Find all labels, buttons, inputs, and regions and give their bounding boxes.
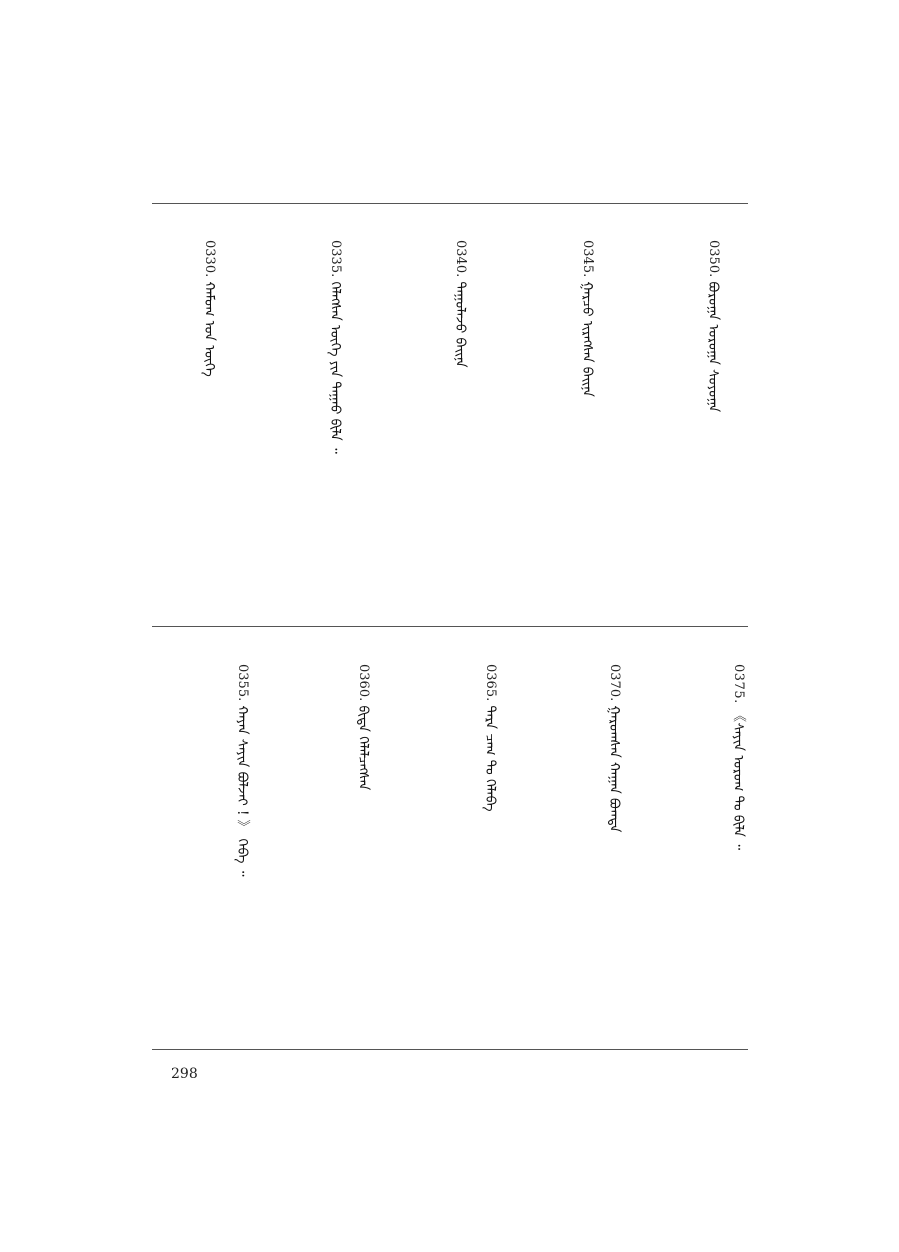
- verse-column: [324, 240, 346, 454]
- line-number: 0355.: [235, 664, 250, 702]
- verse-column: [727, 664, 749, 850]
- verse-text: ᠭᠠᠷᠴᠤ ᠢᠷᠡᠭᠰᠡᠨ ᠪᠠᠢ᠌ᠨᠠ: [579, 281, 595, 397]
- verse-column: [449, 240, 471, 368]
- verse-text: 《ᠰᠠᠶᠢᠨ ᠤᠷᠤᠭ ᠲᠤ ᠪᠢᠯᠡ ᠃: [730, 708, 746, 851]
- verse-column: [479, 664, 501, 812]
- verse-text: ᠬᠠᠶᠠᠨ ᠰᠠᠶᠢᠨ ᠪᠤᠯᠵᠠᠢ ! 》 ᠭᠡᠪᠡ ᠃: [234, 705, 250, 877]
- middle-rule: [152, 626, 748, 627]
- verse-column: [352, 664, 374, 790]
- verse-text: ᠬᠠᠮᠤᠭ ᠤᠨ ᠦᠭᠡ: [201, 281, 217, 377]
- verse-column: [231, 664, 253, 877]
- verse-text: ᠭᠠᠷᠤᠭᠰᠠᠨ ᠬᠠᠭᠠᠨ ᠪᠣᠭᠳᠠ: [606, 705, 622, 833]
- line-number: 0350.: [706, 240, 721, 278]
- line-number: 0365.: [483, 664, 498, 702]
- bottom-rule: [152, 1049, 748, 1050]
- line-number: 0335.: [328, 240, 343, 278]
- verse-text: ᠪᠢᠳᠡ ᠬᠡᠯᠡᠯᠴᠡᠭᠰᠡᠨ: [355, 705, 371, 791]
- line-number: 0375.: [731, 664, 746, 704]
- verse-column: [603, 664, 625, 832]
- verse-text: ᠬᠡᠯᠡᠭᠰᠡᠨ ᠦᠭᠡ ᠶᠢᠨ ᠳᠠᠭᠠᠤ ᠪᠢᠯᠡ ᠃: [327, 281, 343, 454]
- page-number: 298: [171, 1066, 198, 1082]
- line-number: 0345.: [580, 240, 595, 278]
- verse-text: ᠪᠣᠷᠤᠭᠠ ᠣᠷᠣᠭᠠ ᠰᠣᠶᠤᠭᠠ: [705, 281, 721, 413]
- verse-text: ᠲᠠᠭᠤᠯᠠᠵᠤ ᠪᠠᠢ᠌ᠨᠠ: [452, 281, 468, 368]
- line-number: 0340.: [453, 240, 468, 278]
- line-number: 0360.: [356, 664, 371, 702]
- verse-column: [576, 240, 598, 397]
- verse-column: [198, 240, 220, 377]
- verse-text: ᠲᠡᠷᠡ ᠴᠠᠭ ᠲᠤ ᠬᠡᠯᠡᠪᠡ: [482, 705, 498, 812]
- line-number: 0370.: [607, 664, 622, 702]
- verse-column: [702, 240, 724, 412]
- line-number: 0330.: [202, 240, 217, 278]
- top-rule: [152, 203, 748, 204]
